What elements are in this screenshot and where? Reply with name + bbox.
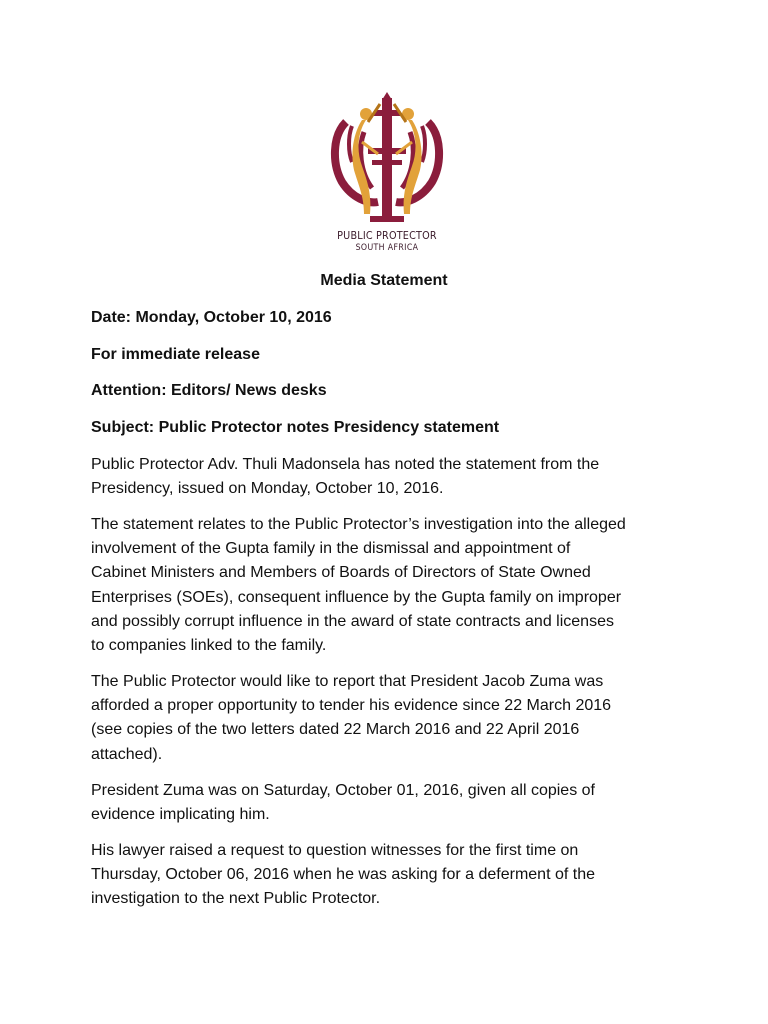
scales-of-justice-emblem-icon [328,92,446,228]
statement-date: Date: Monday, October 10, 2016 [91,309,332,326]
body-paragraph-3 [91,670,671,767]
paragraph-line: Presidency, issued on Monday, October 10, 2016. [91,480,444,498]
document-heading: Media Statement [320,272,448,289]
paragraph-line: Cabinet Ministers and Members of Boards of Directors of State Owned [91,564,591,582]
release-note: For immediate release [91,346,260,363]
paragraph-line: investigation to the next Public Protector. [91,890,381,908]
logo-text-line1: PUBLIC PROTECTOR [337,230,437,242]
paragraph-line: His lawyer raised a request to question witnesses for the first time on [91,842,579,859]
paragraph-line: President Zuma was on Saturday, October 01, 2016, given all copies of [91,782,595,799]
paragraph-line: The Public Protector would like to report that President Jacob Zuma was [91,673,604,690]
body-paragraph-1 [91,453,671,501]
paragraph-line: to companies linked to the family. [91,637,327,655]
paragraph-line: Thursday, October 06, 2016 when he was asking for a deferment of the [91,866,595,884]
logo-text-line2: SOUTH AFRICA [355,243,419,253]
paragraph-line: and possibly corrupt influence in the award of state contracts and licenses [91,612,614,630]
paragraph-line: The statement relates to the Public Protector’s investigation into the alleged [91,516,626,533]
attention-line: Attention: Editors/ News desks [91,382,327,399]
paragraph-line: involvement of the Gupta family in the dismissal and appointment of [91,540,571,558]
public-protector-logo [328,92,446,260]
paragraph-line: Public Protector Adv. Thuli Madonsela has noted the statement from the [91,456,600,473]
paragraph-line: afforded a proper opportunity to tender his evidence since 22 March 2016 [91,697,612,715]
paragraph-line: Enterprises (SOEs), consequent influence by the Gupta family on improper [91,588,622,606]
body-paragraph-4 [91,779,671,827]
subject-line: Subject: Public Protector notes Presidency statement [91,419,500,436]
body-paragraph-5 [91,839,671,912]
paragraph-line: evidence implicating him. [91,806,270,824]
body-paragraph-2 [91,513,671,658]
paragraph-line: attached). [91,745,163,763]
paragraph-line: (see copies of the two letters dated 22 March 2016 and 22 April 2016 [91,721,580,739]
